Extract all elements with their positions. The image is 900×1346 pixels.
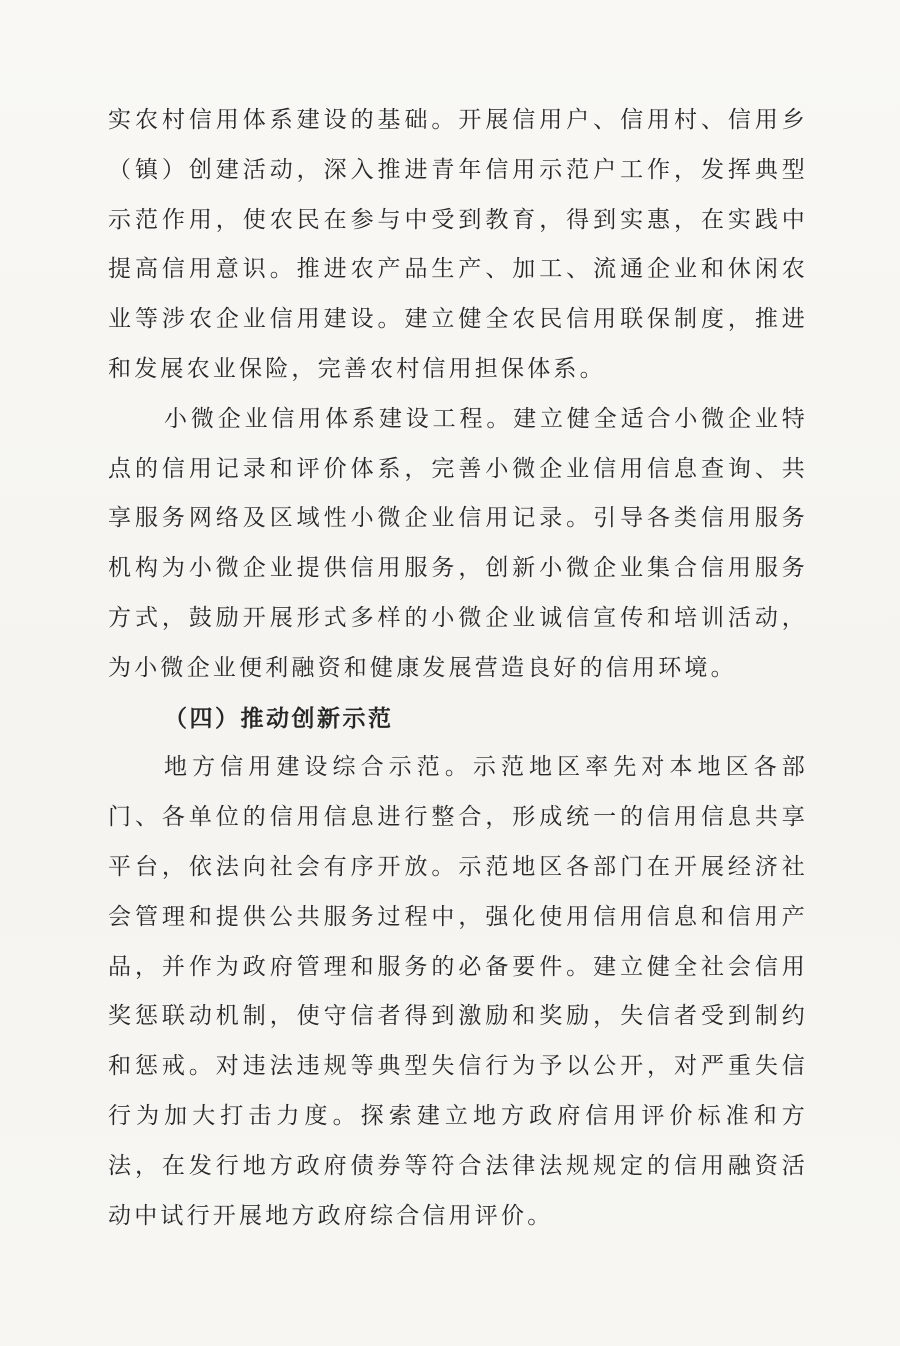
document-body bbox=[108, 96, 808, 1241]
paragraph-small-micro-enterprise: 小微企业信用体系建设工程。建立健全适合小微企业特点的信用记录和评价体系，完善小微企业信用信息查询、共享服务网络及区域性小微企业信用记录。引导各类信用服务机构为小微企业提供信用服务，创新小微企业集合信用服务方式，鼓励开展形式多样的小微企业诚信宣传和培训活动，为小微企业便利融资和健康发展营造良好的信用环境。 bbox=[108, 405, 808, 681]
section-heading: （四）推动创新示范 bbox=[164, 704, 394, 732]
paragraph-rural-credit: 实农村信用体系建设的基础。开展信用户、信用村、信用乡（镇）创建活动，深入推进青年信用示范户工作，发挥典型示范作用，使农民在参与中受到教育，得到实惠，在实践中提高信用意识。推进农产品生产、加工、流通企业和休闲农业等涉农企业信用建设。建立健全农民信用联保制度，推进和发展农业保险，完善农村信用担保体系。 bbox=[108, 107, 808, 382]
paragraph-local-credit-demo: 地方信用建设综合示范。示范地区率先对本地区各部门、各单位的信用信息进行整合，形成统一的信用信息共享平台，依法向社会有序开放。示范地区各部门在开展经济社会管理和提供公共服务过程中，强化使用信用信息和信用产品，并作为政府管理和服务的必备要件。建立健全社会信用奖惩联动机制，使守信者得到激励和奖励，失信者受到制约和惩戒。对违法违规等典型失信行为予以公开，对严重失信行为加大打击力度。探索建立地方政府信用评价标准和方法，在发行地方政府债券等符合法律法规规定的信用融资活动中试行开展地方政府综合信用评价。 bbox=[108, 754, 808, 1229]
